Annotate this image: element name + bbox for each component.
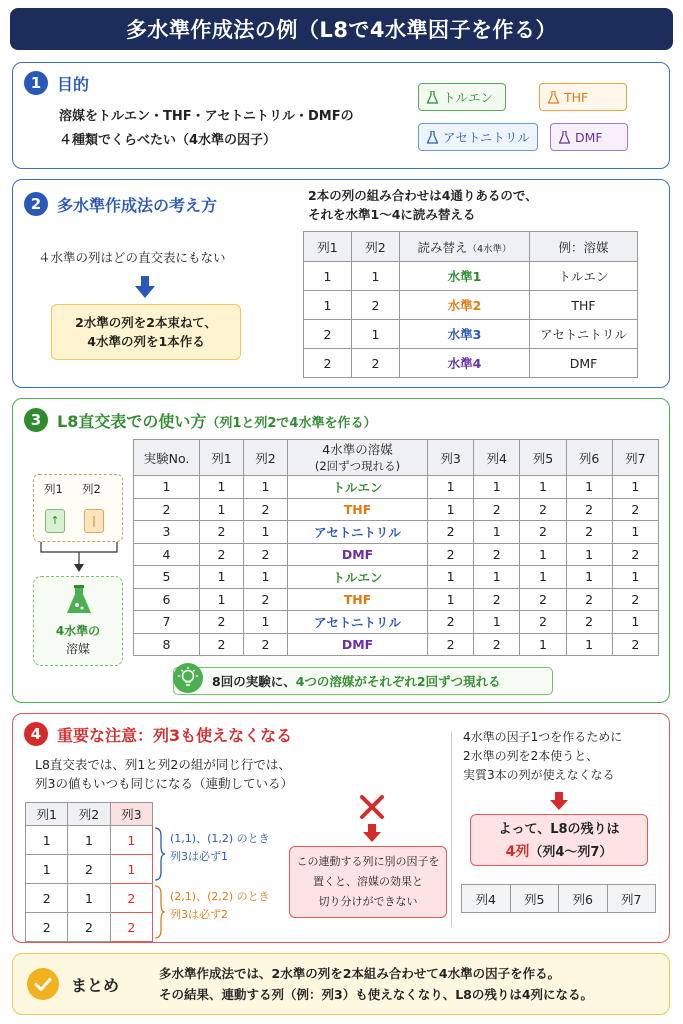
flask-icon xyxy=(559,131,570,144)
caution-line-2: 列3の値もいつも同じになる（連動している） xyxy=(35,776,293,791)
result-line-2 xyxy=(471,841,647,864)
purpose-line-1: 溶媒をトルエン・THF・アセトニトリル・DMFの xyxy=(59,109,354,124)
table-row xyxy=(26,855,153,884)
header-solvent xyxy=(288,440,428,476)
cell-solvent: THF xyxy=(288,498,428,521)
cell: 1 xyxy=(200,476,244,499)
cell: 2 xyxy=(520,588,566,611)
table-row xyxy=(304,291,638,320)
header-col6: 列6 xyxy=(566,440,612,476)
cell: 2 xyxy=(244,498,288,521)
cell: 5 xyxy=(134,566,200,589)
cell: 1 xyxy=(428,566,474,589)
cell: 1 xyxy=(244,566,288,589)
table-row xyxy=(134,588,659,611)
summary-line-1: 多水準作成法では、2水準の列を2本組み合わせて4水準の因子を作る。 xyxy=(159,966,561,981)
cell: 1 xyxy=(26,826,68,855)
lightbulb-icon xyxy=(173,663,203,693)
remaining-col: 列4 xyxy=(462,885,511,913)
flask-icon xyxy=(66,585,92,615)
section-concept xyxy=(12,179,670,388)
chip-label: アセトニトリル xyxy=(443,130,530,145)
cell: 6 xyxy=(134,588,200,611)
table-row xyxy=(26,884,153,913)
cell-solvent: トルエン xyxy=(288,566,428,589)
caution-line-1: L8直交表では、列1と列2の組が同じ行では、 xyxy=(35,757,291,772)
cell: 2 xyxy=(428,633,474,656)
bracket-arrow-icon xyxy=(37,542,121,574)
table-row xyxy=(134,633,659,656)
chip-dmf xyxy=(550,123,628,151)
chip-thf xyxy=(539,83,627,111)
cell: 4 xyxy=(134,543,200,566)
note-2b: 列3は必ず2 xyxy=(170,908,228,921)
remaining-col: 列7 xyxy=(607,885,656,913)
right-line-2: 2水準の列を2本使うと、 xyxy=(463,749,599,763)
cell: 2 xyxy=(26,913,68,942)
cell-solvent: DMF xyxy=(288,633,428,656)
cell: 3 xyxy=(134,521,200,544)
header-col1: 列1 xyxy=(200,440,244,476)
cell-example: トルエン xyxy=(530,262,638,291)
header-col3: 列3 xyxy=(428,440,474,476)
flask-icon xyxy=(548,91,559,104)
table-row xyxy=(134,566,659,589)
flask-icon xyxy=(427,131,438,144)
cell: 2 xyxy=(474,498,520,521)
cell: 1 xyxy=(244,521,288,544)
cell: 2 xyxy=(304,320,352,349)
result-count: 4列 xyxy=(505,844,530,860)
brace-blue-icon xyxy=(153,826,165,882)
arrow-down-icon xyxy=(363,824,381,842)
cell: 1 xyxy=(474,476,520,499)
cell: 1 xyxy=(566,566,612,589)
cell: 1 xyxy=(474,611,520,634)
cell: 2 xyxy=(200,611,244,634)
header-col2: 列2 xyxy=(352,232,400,262)
cell: 1 xyxy=(612,566,658,589)
linkage-table xyxy=(25,802,153,942)
cell-solvent: THF xyxy=(288,588,428,611)
section-l8-usage xyxy=(12,398,670,703)
result-box xyxy=(470,814,648,866)
l8-table xyxy=(133,439,659,656)
cell: 2 xyxy=(474,588,520,611)
cell: 1 xyxy=(244,476,288,499)
cell: 1 xyxy=(200,566,244,589)
cell-solvent: アセトニトリル xyxy=(288,611,428,634)
section-number: 2 xyxy=(24,192,48,216)
header-col2: 列2 xyxy=(68,803,110,826)
col-label-1: 列1 xyxy=(44,482,63,496)
header-reading xyxy=(400,232,530,262)
header-reading-sub: （4水準） xyxy=(467,243,512,255)
header-exp-no: 実験No. xyxy=(134,440,200,476)
purpose-line-2: ４種類でくらべたい（4水準の因子） xyxy=(59,133,277,148)
cell: 1 xyxy=(474,566,520,589)
remaining-col: 列6 xyxy=(559,885,608,913)
section-title xyxy=(57,409,376,432)
tip-text-a: 8回の実験に、 xyxy=(212,674,296,689)
cell: 7 xyxy=(134,611,200,634)
cell: 1 xyxy=(304,262,352,291)
chip-label: THF xyxy=(564,89,589,105)
cell-solvent: DMF xyxy=(288,543,428,566)
cell: 2 xyxy=(566,521,612,544)
cell: 1 xyxy=(26,855,68,884)
section-title: 目的 xyxy=(57,75,90,94)
table-row xyxy=(134,611,659,634)
cell-col3: 1 xyxy=(110,826,152,855)
col-label-2: 列2 xyxy=(82,482,101,496)
table-row xyxy=(304,262,638,291)
cell: 1 xyxy=(134,476,200,499)
section-number: 3 xyxy=(24,408,48,432)
cell: 2 xyxy=(244,633,288,656)
warning-line-1: この連動する列に別の因子を xyxy=(296,855,440,868)
cell-level: 水準2 xyxy=(400,291,530,320)
cell: 2 xyxy=(566,588,612,611)
cell: 2 xyxy=(520,611,566,634)
chip-label: DMF xyxy=(575,129,603,145)
cell: 1 xyxy=(352,262,400,291)
concept-box xyxy=(51,304,241,360)
header-col3: 列3 xyxy=(110,803,152,826)
table-row xyxy=(26,913,153,942)
cell: 2 xyxy=(612,633,658,656)
section-title-main: L8直交表での使い方 xyxy=(57,412,207,431)
col-chip-1: ↑ xyxy=(45,509,65,533)
note-1a: (1,1)、(1,2) のとき xyxy=(170,832,270,845)
cell: 2 xyxy=(612,543,658,566)
header-col5: 列5 xyxy=(520,440,566,476)
cell-col3: 2 xyxy=(110,884,152,913)
cell: 1 xyxy=(352,320,400,349)
header-reading-label: 読み替え xyxy=(417,239,468,255)
header-solvent-main: 4水準の溶媒 xyxy=(322,441,393,457)
header-solvent-sub: (2回ずつ現れる) xyxy=(314,458,401,473)
concept-right-line2: それを水準1～4に読み替える xyxy=(308,207,476,222)
header-example: 例：溶媒 xyxy=(530,232,638,262)
summary-label: まとめ xyxy=(71,976,120,995)
col-chip-2: | xyxy=(84,509,104,533)
brace-orange-icon xyxy=(153,884,165,940)
cell-example: DMF xyxy=(530,349,638,378)
remaining-col: 列5 xyxy=(510,885,559,913)
check-icon xyxy=(27,968,59,1000)
cell: 1 xyxy=(612,521,658,544)
cell: 2 xyxy=(68,913,110,942)
cell: 2 xyxy=(612,588,658,611)
chip-toluene xyxy=(418,83,506,111)
cell: 2 xyxy=(612,498,658,521)
cell: 2 xyxy=(134,498,200,521)
warning-line-2: 置くと、溶媒の効果と xyxy=(313,875,423,888)
cell: 1 xyxy=(200,498,244,521)
cell: 1 xyxy=(68,884,110,913)
table-row xyxy=(134,543,659,566)
cell: 1 xyxy=(200,588,244,611)
warning-line-3: 切り分けができない xyxy=(318,895,418,908)
cell: 1 xyxy=(474,521,520,544)
tip-text-b: 4つの溶媒がそれぞれ2回ずつ現れる xyxy=(295,674,501,689)
cell: 1 xyxy=(520,543,566,566)
chip-label: トルエン xyxy=(443,90,494,105)
cell-level: 水準1 xyxy=(400,262,530,291)
arrow-down-icon xyxy=(135,276,155,298)
section-caution xyxy=(12,713,670,943)
cell: 1 xyxy=(428,498,474,521)
cell: 1 xyxy=(566,543,612,566)
cell: 2 xyxy=(474,543,520,566)
table-row xyxy=(134,476,659,499)
cell: 2 xyxy=(200,633,244,656)
result-line-1: よって、L8の残りは xyxy=(498,822,620,837)
cell: 2 xyxy=(352,291,400,320)
flask-icon xyxy=(427,91,438,104)
header-col4: 列4 xyxy=(474,440,520,476)
cell: 1 xyxy=(520,566,566,589)
right-line-3: 実質3本の列が使えなくなる xyxy=(463,768,615,782)
cell: 2 xyxy=(428,611,474,634)
cell: 2 xyxy=(428,543,474,566)
table-row xyxy=(304,320,638,349)
cell-col3: 2 xyxy=(110,913,152,942)
cell: 8 xyxy=(134,633,200,656)
summary-panel xyxy=(12,953,670,1015)
cell: 2 xyxy=(474,633,520,656)
table-row xyxy=(134,498,659,521)
solvent-label-1: 4水準の xyxy=(55,624,101,638)
cell: 1 xyxy=(612,611,658,634)
cell: 2 xyxy=(244,588,288,611)
cell-example: アセトニトリル xyxy=(530,320,638,349)
cell: 2 xyxy=(200,521,244,544)
cell: 2 xyxy=(428,521,474,544)
section-number: 1 xyxy=(24,71,48,95)
divider xyxy=(451,732,452,927)
header-col1: 列1 xyxy=(304,232,352,262)
concept-left-text: ４水準の列はどの直交表にもない xyxy=(38,250,226,265)
cell: 2 xyxy=(566,498,612,521)
cell: 1 xyxy=(304,291,352,320)
warning-box xyxy=(289,846,447,918)
section-title: 多水準作成法の考え方 xyxy=(57,196,218,215)
result-range: （列4～列7） xyxy=(529,845,613,860)
cross-icon xyxy=(359,794,385,820)
cell: 2 xyxy=(200,543,244,566)
arrow-down-icon xyxy=(550,792,568,810)
cell: 1 xyxy=(612,476,658,499)
cell: 2 xyxy=(244,543,288,566)
cell-solvent: トルエン xyxy=(288,476,428,499)
cell: 1 xyxy=(566,633,612,656)
section-title-sub: （列1と列2で4水準を作る） xyxy=(206,416,377,431)
cell: 1 xyxy=(68,826,110,855)
cell: 1 xyxy=(520,476,566,499)
summary-line-2: その結果、連動する列（例：列3）も使えなくなり、L8の残りは4列になる。 xyxy=(159,987,594,1002)
cell-solvent: アセトニトリル xyxy=(288,521,428,544)
page-title: 多水準作成法の例（L8で4水準因子を作る） xyxy=(10,8,673,50)
mapping-table xyxy=(303,231,638,378)
cell: 1 xyxy=(520,633,566,656)
cell: 2 xyxy=(304,349,352,378)
cell-level: 水準4 xyxy=(400,349,530,378)
concept-box-line2: 4水準の列を1本作る xyxy=(87,334,205,349)
table-row xyxy=(304,349,638,378)
cell: 1 xyxy=(566,476,612,499)
note-2a: (2,1)、(2,2) のとき xyxy=(170,890,270,903)
cell-example: THF xyxy=(530,291,638,320)
cell-level: 水準3 xyxy=(400,320,530,349)
cell: 1 xyxy=(428,588,474,611)
cell: 2 xyxy=(68,855,110,884)
section-purpose xyxy=(12,62,670,169)
table-row xyxy=(134,521,659,544)
cell: 2 xyxy=(520,521,566,544)
section-number: 4 xyxy=(24,722,48,746)
table-row xyxy=(26,826,153,855)
cell: 1 xyxy=(244,611,288,634)
right-line-1: 4水準の因子1つを作るために xyxy=(463,730,623,744)
remaining-columns xyxy=(461,884,656,913)
cell: 1 xyxy=(428,476,474,499)
header-col7: 列7 xyxy=(612,440,658,476)
header-col1: 列1 xyxy=(26,803,68,826)
concept-box-line1: 2水準の列を2本束ねて、 xyxy=(75,315,217,330)
solvent-label-2: 溶媒 xyxy=(65,642,90,656)
section-title: 重要な注意：列3も使えなくなる xyxy=(57,726,293,745)
cell: 2 xyxy=(352,349,400,378)
columns-box xyxy=(33,474,123,542)
cell: 2 xyxy=(520,498,566,521)
cell: 2 xyxy=(26,884,68,913)
cell: 2 xyxy=(566,611,612,634)
concept-right-line1: 2本の列の組み合わせは4通りあるので、 xyxy=(308,188,538,203)
chip-acetonitrile xyxy=(418,123,538,151)
tip-bar xyxy=(173,667,553,695)
note-1b: 列3は必ず1 xyxy=(170,850,228,863)
header-col2: 列2 xyxy=(244,440,288,476)
cell-col3: 1 xyxy=(110,855,152,884)
solvent-box xyxy=(33,576,123,666)
